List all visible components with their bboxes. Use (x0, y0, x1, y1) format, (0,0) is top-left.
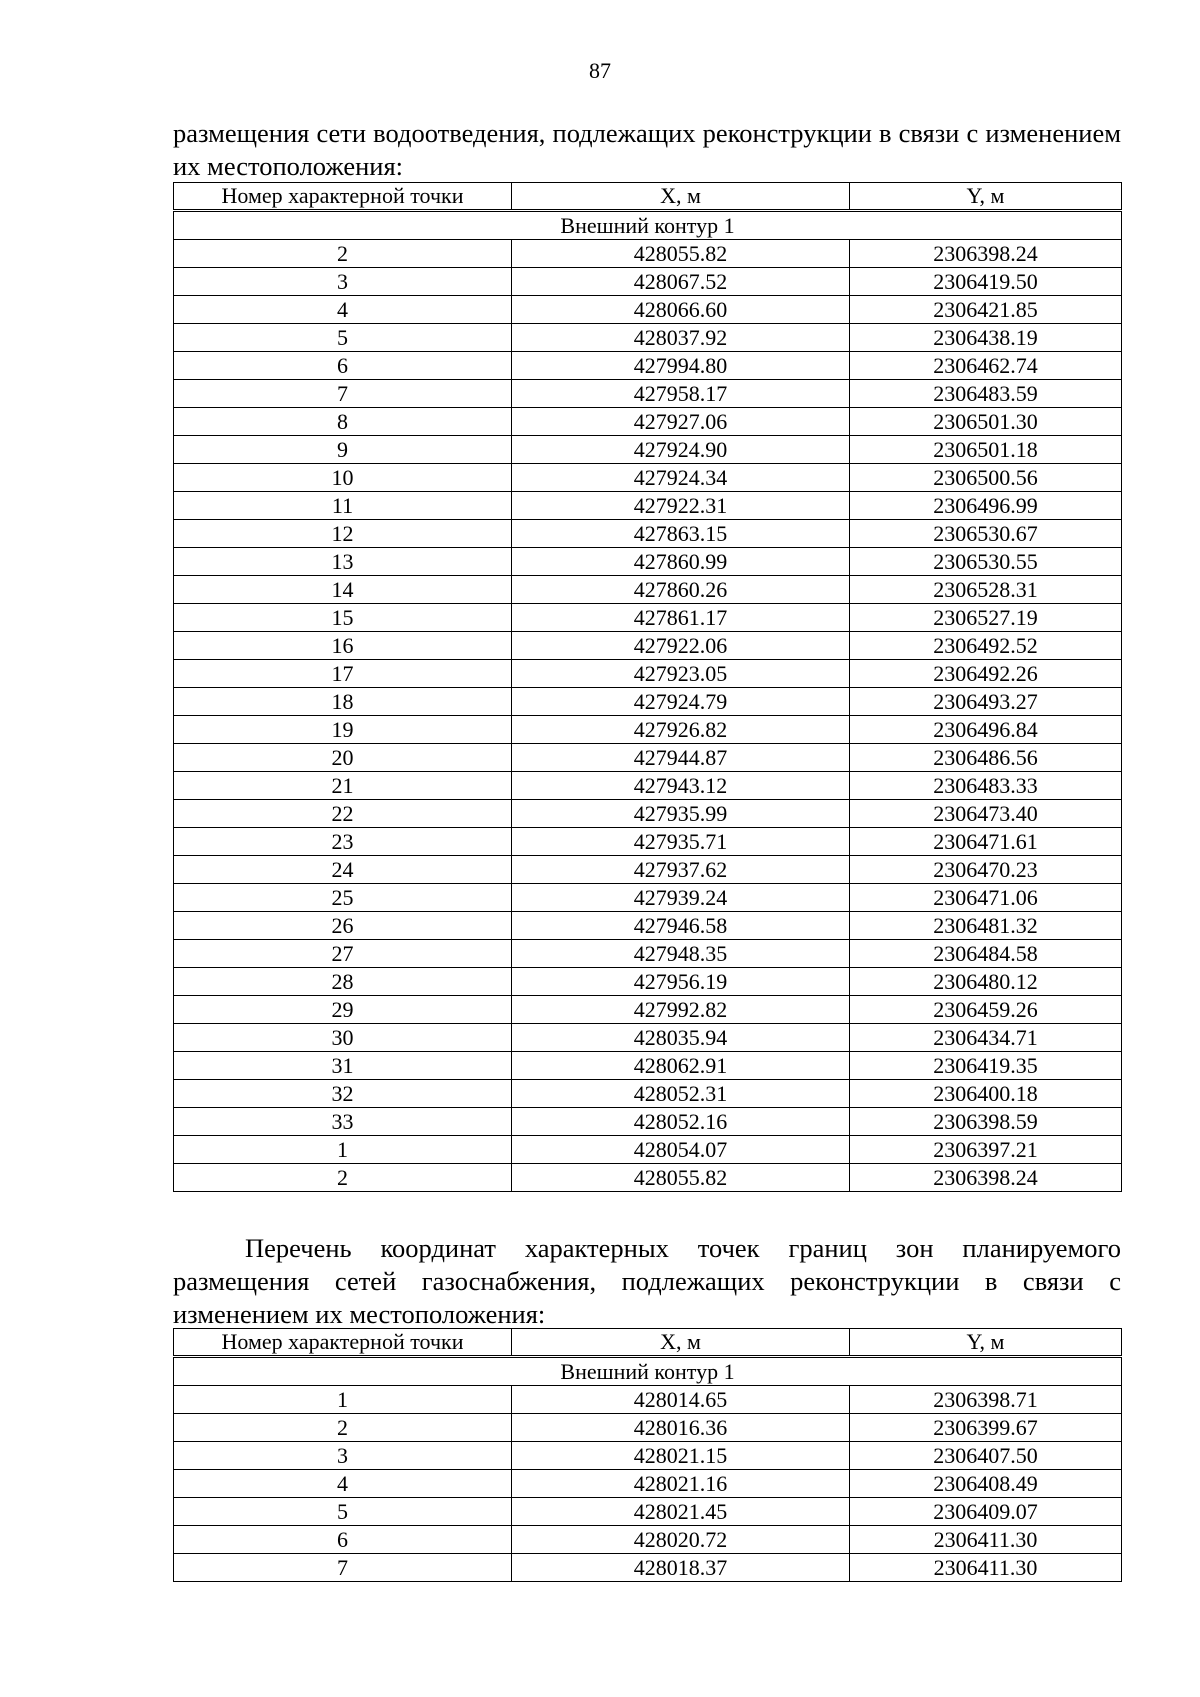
cell-x: 428055.82 (512, 240, 850, 268)
cell-y: 2306411.30 (850, 1526, 1122, 1554)
cell-y: 2306434.71 (850, 1024, 1122, 1052)
cell-y: 2306492.26 (850, 660, 1122, 688)
cell-y: 2306399.67 (850, 1414, 1122, 1442)
table-row (174, 352, 1122, 380)
table-header-row (174, 183, 1122, 210)
cell-point-number: 33 (174, 1108, 512, 1136)
cell-point-number: 22 (174, 800, 512, 828)
section-label: Внешний контур 1 (174, 212, 1122, 240)
table-row (174, 548, 1122, 576)
table-row (174, 996, 1122, 1024)
table-row (174, 240, 1122, 268)
cell-point-number: 2 (174, 1414, 512, 1442)
table-row (174, 1386, 1122, 1414)
cell-point-number: 6 (174, 352, 512, 380)
cell-x: 427860.99 (512, 548, 850, 576)
cell-x: 428067.52 (512, 268, 850, 296)
cell-y: 2306471.61 (850, 828, 1122, 856)
cell-y: 2306471.06 (850, 884, 1122, 912)
table-row (174, 1526, 1122, 1554)
table-row (174, 660, 1122, 688)
table-row (174, 856, 1122, 884)
cell-point-number: 6 (174, 1526, 512, 1554)
table-row (174, 436, 1122, 464)
cell-x: 428054.07 (512, 1136, 850, 1164)
table-row (174, 464, 1122, 492)
cell-x: 428035.94 (512, 1024, 850, 1052)
table-row (174, 1470, 1122, 1498)
cell-x: 427958.17 (512, 380, 850, 408)
cell-y: 2306398.71 (850, 1386, 1122, 1414)
cell-y: 2306459.26 (850, 996, 1122, 1024)
table-row (174, 968, 1122, 996)
cell-point-number: 25 (174, 884, 512, 912)
cell-point-number: 11 (174, 492, 512, 520)
header-point-number: Номер характерной точки (174, 183, 512, 210)
cell-x: 427994.80 (512, 352, 850, 380)
cell-y: 2306419.35 (850, 1052, 1122, 1080)
coordinates-table-water-disposal (173, 182, 1122, 1192)
cell-y: 2306496.84 (850, 716, 1122, 744)
cell-y: 2306486.56 (850, 744, 1122, 772)
cell-x: 428018.37 (512, 1554, 850, 1582)
cell-x: 427946.58 (512, 912, 850, 940)
cell-point-number: 5 (174, 324, 512, 352)
cell-point-number: 28 (174, 968, 512, 996)
cell-x: 427863.15 (512, 520, 850, 548)
cell-point-number: 7 (174, 380, 512, 408)
table-row (174, 772, 1122, 800)
header-x: X, м (512, 1329, 850, 1356)
cell-y: 2306419.50 (850, 268, 1122, 296)
cell-y: 2306438.19 (850, 324, 1122, 352)
cell-y: 2306484.58 (850, 940, 1122, 968)
cell-point-number: 24 (174, 856, 512, 884)
cell-x: 428016.36 (512, 1414, 850, 1442)
table-row (174, 1136, 1122, 1164)
cell-point-number: 32 (174, 1080, 512, 1108)
cell-point-number: 4 (174, 296, 512, 324)
table-row (174, 1080, 1122, 1108)
table-row (174, 1442, 1122, 1470)
coordinates-table-gas-supply (173, 1328, 1122, 1582)
cell-x: 428055.82 (512, 1164, 850, 1192)
header-x: X, м (512, 183, 850, 210)
cell-x: 428014.65 (512, 1386, 850, 1414)
table-row (174, 380, 1122, 408)
table-row (174, 912, 1122, 940)
table-row (174, 1414, 1122, 1442)
cell-y: 2306527.19 (850, 604, 1122, 632)
table-row (174, 828, 1122, 856)
cell-y: 2306470.23 (850, 856, 1122, 884)
cell-x: 427924.90 (512, 436, 850, 464)
header-y: Y, м (850, 183, 1122, 210)
cell-point-number: 29 (174, 996, 512, 1024)
table-row (174, 716, 1122, 744)
cell-y: 2306493.27 (850, 688, 1122, 716)
cell-x: 427926.82 (512, 716, 850, 744)
cell-point-number: 8 (174, 408, 512, 436)
cell-x: 427943.12 (512, 772, 850, 800)
cell-y: 2306409.07 (850, 1498, 1122, 1526)
cell-point-number: 13 (174, 548, 512, 576)
table-row (174, 744, 1122, 772)
table-row (174, 800, 1122, 828)
cell-y: 2306407.50 (850, 1442, 1122, 1470)
cell-point-number: 10 (174, 464, 512, 492)
cell-y: 2306483.59 (850, 380, 1122, 408)
cell-point-number: 4 (174, 1470, 512, 1498)
section-row (174, 1358, 1122, 1386)
cell-x: 427924.79 (512, 688, 850, 716)
cell-point-number: 7 (174, 1554, 512, 1582)
cell-point-number: 17 (174, 660, 512, 688)
cell-y: 2306501.30 (850, 408, 1122, 436)
cell-x: 427948.35 (512, 940, 850, 968)
cell-point-number: 26 (174, 912, 512, 940)
table-row (174, 296, 1122, 324)
cell-x: 427922.06 (512, 632, 850, 660)
table-row (174, 940, 1122, 968)
cell-y: 2306480.12 (850, 968, 1122, 996)
cell-x: 427937.62 (512, 856, 850, 884)
table-header-row (174, 1329, 1122, 1356)
cell-y: 2306483.33 (850, 772, 1122, 800)
section-row (174, 212, 1122, 240)
table-row (174, 1052, 1122, 1080)
cell-y: 2306400.18 (850, 1080, 1122, 1108)
cell-point-number: 21 (174, 772, 512, 800)
table-row (174, 688, 1122, 716)
table-row (174, 632, 1122, 660)
cell-y: 2306492.52 (850, 632, 1122, 660)
cell-point-number: 30 (174, 1024, 512, 1052)
cell-y: 2306398.24 (850, 1164, 1122, 1192)
cell-x: 428020.72 (512, 1526, 850, 1554)
table-row (174, 324, 1122, 352)
cell-x: 427935.71 (512, 828, 850, 856)
cell-x: 428021.45 (512, 1498, 850, 1526)
cell-x: 427956.19 (512, 968, 850, 996)
cell-point-number: 19 (174, 716, 512, 744)
cell-point-number: 27 (174, 940, 512, 968)
cell-point-number: 3 (174, 1442, 512, 1470)
cell-x: 428062.91 (512, 1052, 850, 1080)
table-row (174, 604, 1122, 632)
cell-point-number: 2 (174, 240, 512, 268)
cell-x: 428066.60 (512, 296, 850, 324)
cell-y: 2306496.99 (850, 492, 1122, 520)
table-row (174, 576, 1122, 604)
cell-x: 427924.34 (512, 464, 850, 492)
cell-point-number: 31 (174, 1052, 512, 1080)
cell-point-number: 3 (174, 268, 512, 296)
cell-x: 427944.87 (512, 744, 850, 772)
cell-y: 2306501.18 (850, 436, 1122, 464)
cell-x: 428052.31 (512, 1080, 850, 1108)
cell-point-number: 14 (174, 576, 512, 604)
header-point-number: Номер характерной точки (174, 1329, 512, 1356)
cell-x: 428021.16 (512, 1470, 850, 1498)
cell-y: 2306408.49 (850, 1470, 1122, 1498)
cell-y: 2306473.40 (850, 800, 1122, 828)
section-label: Внешний контур 1 (174, 1358, 1122, 1386)
cell-x: 428037.92 (512, 324, 850, 352)
cell-x: 427927.06 (512, 408, 850, 436)
cell-x: 427992.82 (512, 996, 850, 1024)
cell-y: 2306481.32 (850, 912, 1122, 940)
paragraph-gas-supply-intro: Перечень координат характерных точек границ зон планируемого размещения сетей газоснабжения, подлежащих реконструкции в связи с изменением их местоположения: (173, 1233, 1121, 1329)
cell-y: 2306411.30 (850, 1554, 1122, 1582)
cell-y: 2306397.21 (850, 1136, 1122, 1164)
cell-y: 2306530.67 (850, 520, 1122, 548)
cell-x: 427922.31 (512, 492, 850, 520)
cell-point-number: 16 (174, 632, 512, 660)
cell-point-number: 1 (174, 1136, 512, 1164)
paragraph-continuation: размещения сети водоотведения, подлежащих реконструкции в связи с изменением их местоположения: (173, 118, 1121, 181)
page-number: 87 (589, 58, 611, 83)
cell-point-number: 1 (174, 1386, 512, 1414)
cell-x: 428021.15 (512, 1442, 850, 1470)
cell-y: 2306530.55 (850, 548, 1122, 576)
cell-y: 2306398.24 (850, 240, 1122, 268)
table-row (174, 408, 1122, 436)
cell-point-number: 18 (174, 688, 512, 716)
cell-point-number: 9 (174, 436, 512, 464)
table-row (174, 1164, 1122, 1192)
cell-x: 428052.16 (512, 1108, 850, 1136)
cell-y: 2306528.31 (850, 576, 1122, 604)
cell-y: 2306398.59 (850, 1108, 1122, 1136)
cell-point-number: 20 (174, 744, 512, 772)
table-row (174, 1024, 1122, 1052)
cell-x: 427935.99 (512, 800, 850, 828)
cell-y: 2306500.56 (850, 464, 1122, 492)
cell-point-number: 23 (174, 828, 512, 856)
table-row (174, 884, 1122, 912)
table-row (174, 520, 1122, 548)
cell-point-number: 2 (174, 1164, 512, 1192)
cell-x: 427861.17 (512, 604, 850, 632)
header-y: Y, м (850, 1329, 1122, 1356)
cell-point-number: 15 (174, 604, 512, 632)
cell-point-number: 5 (174, 1498, 512, 1526)
cell-x: 427923.05 (512, 660, 850, 688)
cell-x: 427860.26 (512, 576, 850, 604)
cell-y: 2306421.85 (850, 296, 1122, 324)
cell-point-number: 12 (174, 520, 512, 548)
table-row (174, 268, 1122, 296)
cell-y: 2306462.74 (850, 352, 1122, 380)
cell-x: 427939.24 (512, 884, 850, 912)
table-row (174, 492, 1122, 520)
table-row (174, 1498, 1122, 1526)
table-row (174, 1108, 1122, 1136)
table-row (174, 1554, 1122, 1582)
